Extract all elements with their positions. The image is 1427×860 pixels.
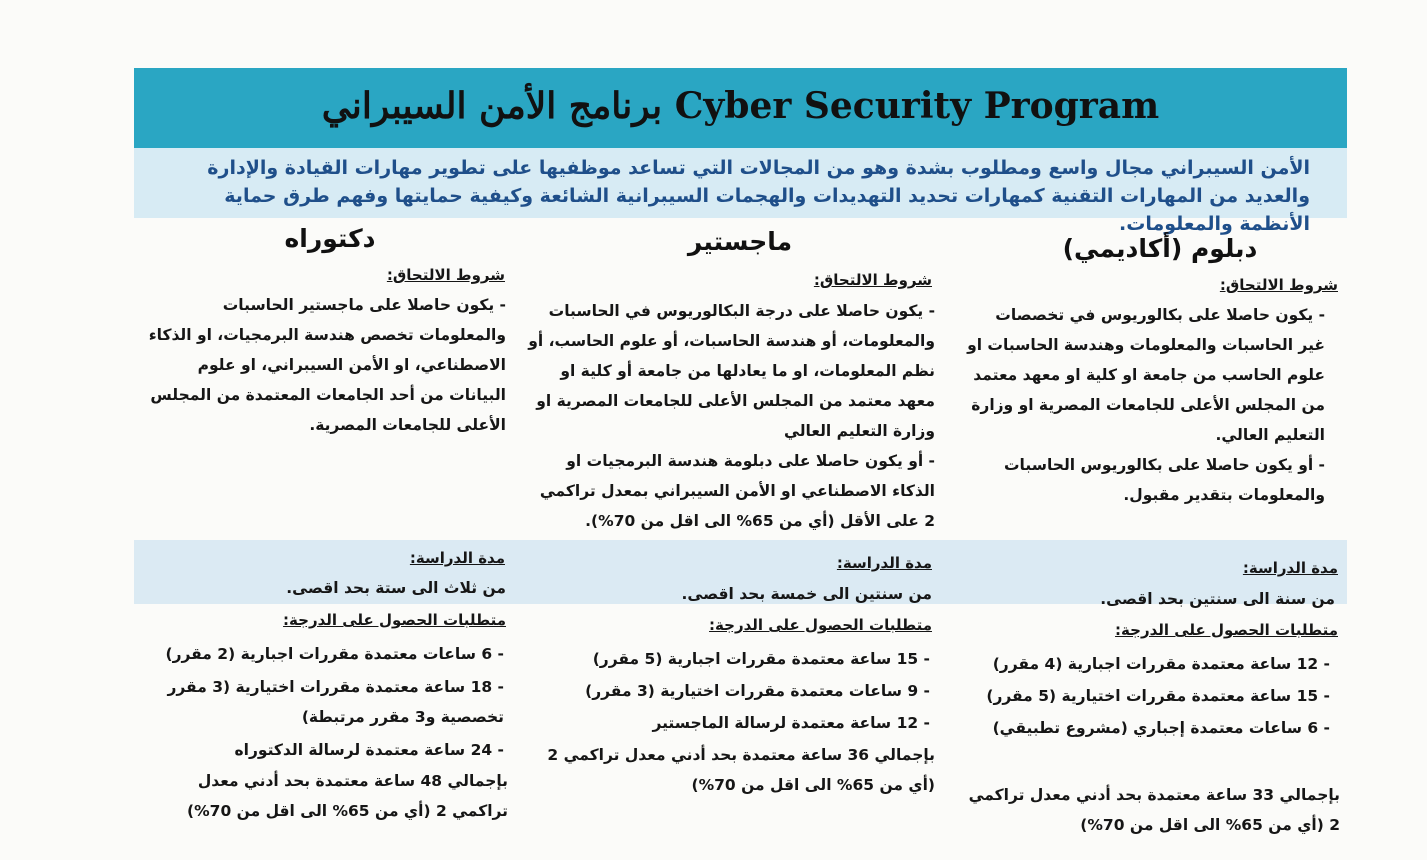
diploma-duration-heading: مدة الدراسة: <box>1242 559 1338 577</box>
masters-requirements-heading: متطلبات الحصول على الدرجة: <box>709 616 932 634</box>
diploma-total: بإجمالي 33 ساعة معتمدة بحد أدني معدل تراكمي 2 (أي من 65% الى اقل من 70%) <box>968 786 1340 834</box>
diploma-admission-item: - يكون حاصلا على بكالوريوس في تخصصات غير الحاسبات والمعلومات وهندسة الحاسبات او علوم الحاسب من جامعة او كلية او معهد معتمد من المجلس الأعلى للجامعات المصرية او وزارة التعليم العالي. <box>967 306 1325 444</box>
masters-total: بإجمالي 36 ساعة معتمدة بحد أدني معدل تراكمي 2 (أي من 65% الى اقل من 70%) <box>547 746 935 794</box>
diploma-admission-text <box>965 300 1325 510</box>
masters-admission-item: - يكون حاصلا على درجة البكالوريوس في الحاسبات والمعلومات، أو هندسة الحاسبات، أو علوم الحاسب، أو نظم المعلومات، او ما يعادلها من جامعة أو كلية او معهد معتمد من المجلس الأعلى للجامعات المصرية او وزارة التعليم العالي <box>528 302 935 440</box>
phd-total: بإجمالي 48 ساعة معتمدة بحد أدني معدل تراكمي 2 (أي من 65% الى اقل من 70%) <box>187 772 508 820</box>
phd-requirement-item: - 24 ساعة معتمدة لرسالة الدكتوراه <box>234 741 504 759</box>
masters-admission-text <box>525 296 935 536</box>
intro-paragraph: الأمن السيبراني مجال واسع ومطلوب بشدة وهو من المجالات التي تساعد موظفيها على تطوير مهارات القيادة والإدارة والعديد من المهارات التقنية كمهارات تحديد التهديدات والهجمات السيبرانية الشائعة وكيفية حمايتها وفهم طرق حماية الأنظمة والمعلومات. <box>207 157 1310 235</box>
masters-title: ماجستير <box>687 227 793 256</box>
masters-duration-heading: مدة الدراسة: <box>836 554 932 572</box>
masters-duration: من سنتين الى خمسة بحد اقصى. <box>681 585 932 603</box>
diploma-requirements-heading: متطلبات الحصول على الدرجة: <box>1115 621 1338 639</box>
phd-requirements-heading: متطلبات الحصول على الدرجة: <box>283 611 506 629</box>
diploma-admission-item: - أو يكون حاصلا على بكالوريوس الحاسبات والمعلومات بتقدير مقبول. <box>1003 456 1325 504</box>
diploma-title: دبلوم (أكاديمي) <box>1062 234 1258 263</box>
diploma-admission-heading: شروط الالتحاق: <box>1219 276 1338 294</box>
diploma-duration: من سنة الى سنتين بحد اقصى. <box>1100 590 1335 608</box>
phd-admission-text <box>138 290 506 440</box>
masters-requirement-item: - 15 ساعة معتمدة مقررات اجبارية (5 مقرر) <box>592 650 930 668</box>
diploma-requirement-item: - 12 ساعة معتمدة مقررات اجبارية (4 مقرر) <box>992 655 1330 673</box>
phd-requirement-item: - 6 ساعات معتمدة مقررات اجبارية (2 مقرر) <box>165 645 504 663</box>
phd-admission-heading: شروط الالتحاق: <box>386 266 505 284</box>
masters-requirement-item: - 9 ساعات معتمدة مقررات اختيارية (3 مقرر) <box>585 682 930 700</box>
phd-duration: من ثلاث الى ستة بحد اقصى. <box>286 579 506 597</box>
phd-title: دكتوراه <box>284 224 376 253</box>
page-title: برنامج الأمن السيبراني Cyber Security Program <box>321 85 1160 127</box>
masters-requirement-item: - 12 ساعة معتمدة لرسالة الماجستير <box>652 714 930 732</box>
phd-requirement-item: - 18 ساعة معتمدة مقررات اختيارية (3 مقرر تخصصية و3 مقرر مرتبطة) <box>167 678 504 726</box>
phd-duration-heading: مدة الدراسة: <box>409 549 505 567</box>
diploma-requirement-item: - 6 ساعات معتمدة إجباري (مشروع تطبيقي) <box>992 719 1330 737</box>
diploma-requirement-item: - 15 ساعة معتمدة مقررات اختيارية (5 مقرر) <box>986 687 1330 705</box>
masters-admission-item: - أو يكون حاصلا على دبلومة هندسة البرمجيات او الذكاء الاصطناعي او الأمن السيبراني بمعدل تراكمي 2 على الأقل (أي من 65% الى اقل من 70%). <box>539 452 935 530</box>
phd-admission-item: - يكون حاصلا على ماجستير الحاسبات والمعلومات تخصص هندسة البرمجيات، او الذكاء الاصطناعي، او الأمن السيبراني، او علوم البيانات من أحد الجامعات المعتمدة من المجلس الأعلى للجامعات المصرية. <box>148 296 506 434</box>
masters-admission-heading: شروط الالتحاق: <box>813 271 932 289</box>
